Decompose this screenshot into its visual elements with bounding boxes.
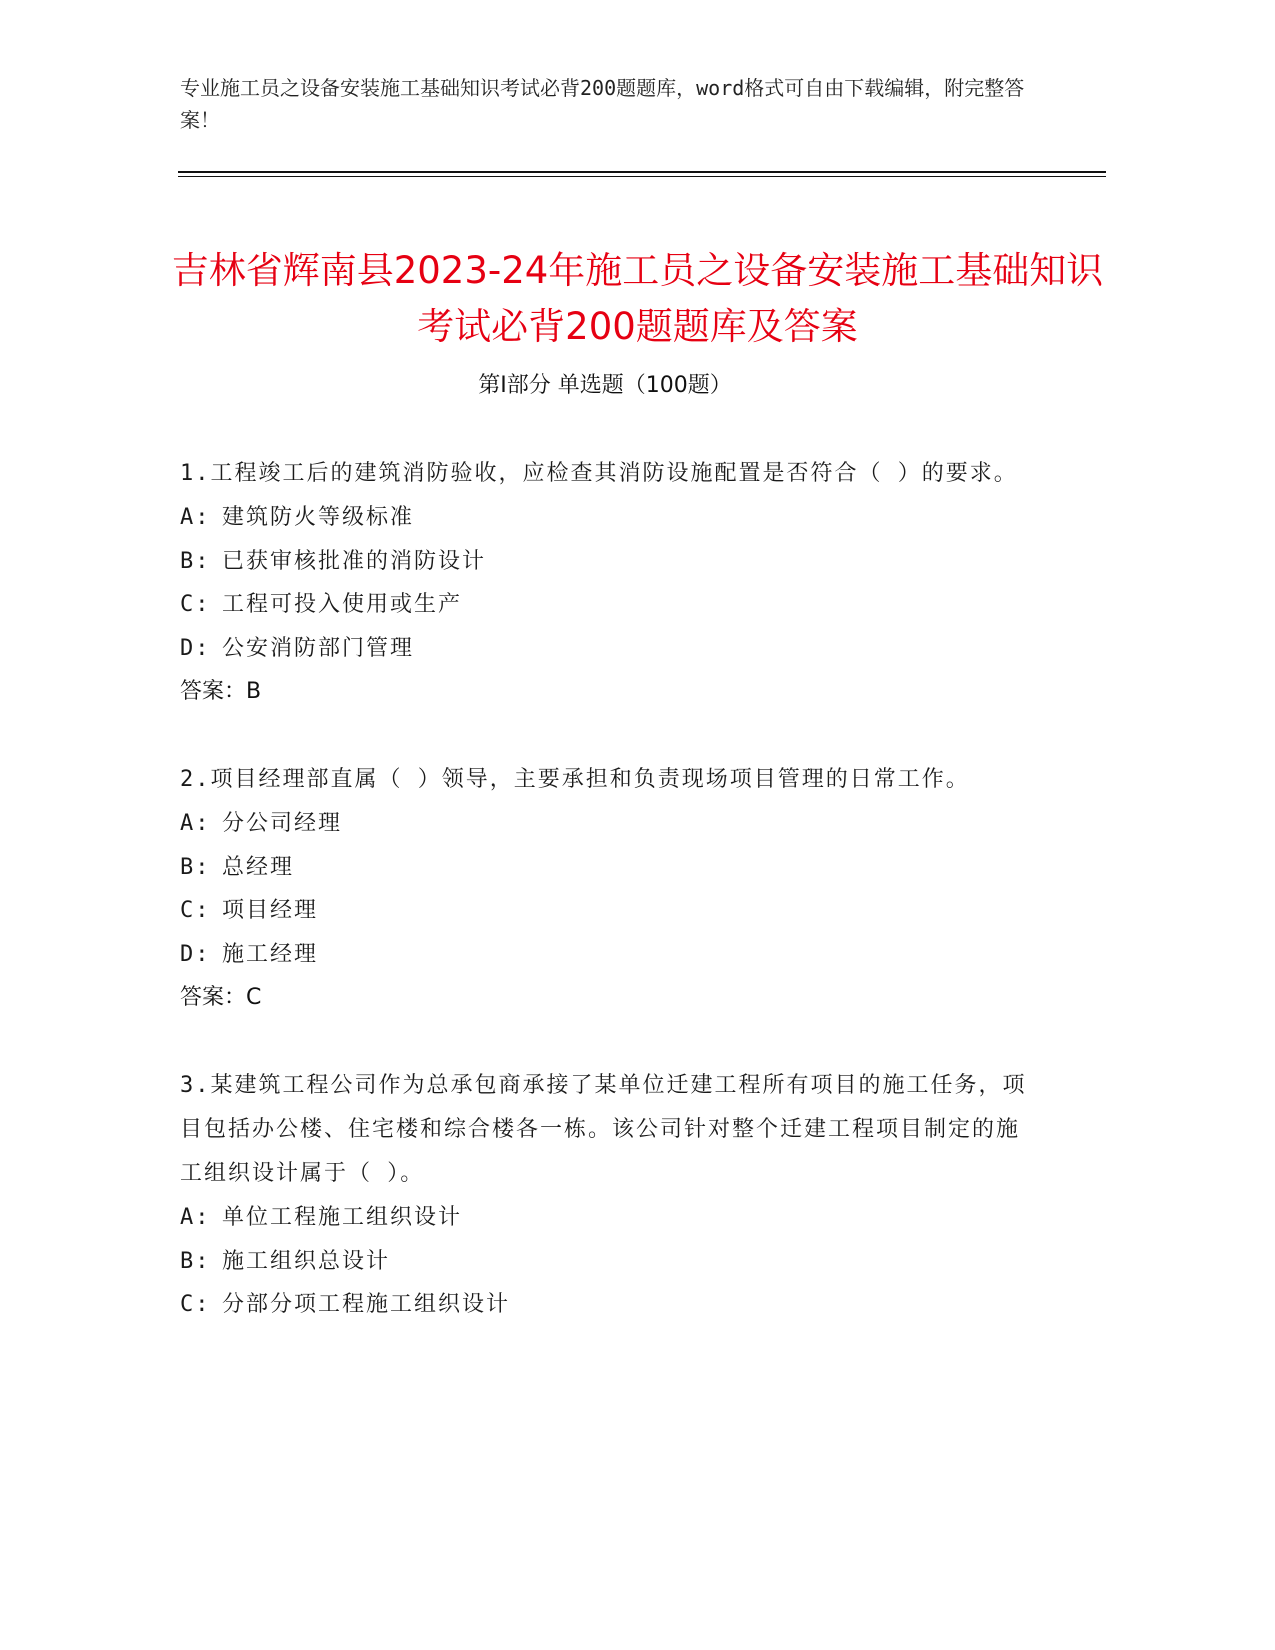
answer-line: 答案：B xyxy=(180,679,262,704)
header-note: 专业施工员之设备安装施工基础知识考试必背200题题库，word格式可自由下载编辑，附完整答案！ xyxy=(180,76,1025,132)
option-text: 分部分项工程施工组织设计 xyxy=(222,1292,511,1317)
option-a xyxy=(180,1196,1040,1240)
option-text: 建筑防火等级标准 xyxy=(222,505,415,530)
document-title: 吉林省辉南县2023-24年施工员之设备安装施工基础知识考试必背200题题库及答案 xyxy=(171,248,1104,348)
option-text: 施工组织总设计 xyxy=(222,1248,391,1274)
option-d xyxy=(180,627,1040,671)
option-text: 已获审核批准的消防设计 xyxy=(222,548,487,574)
option-letter: C: xyxy=(180,592,211,617)
option-letter: D: xyxy=(180,635,211,661)
answer-line: 答案：C xyxy=(180,985,262,1010)
option-b xyxy=(180,846,1040,890)
option-text: 单位工程施工组织设计 xyxy=(222,1205,463,1230)
option-letter: C: xyxy=(180,1292,211,1317)
question-list xyxy=(180,452,1040,1371)
option-letter: B: xyxy=(180,854,211,880)
question-stem: 3.某建筑工程公司作为总承包商承接了某单位迁建工程所有项目的施工任务，项目包括办公楼、住宅楼和综合楼各一栋。该公司针对整个迁建工程项目制定的施工组织设计属于（ ）。 xyxy=(180,1073,1027,1186)
section-heading: 第Ⅰ部分 单选题（100题） xyxy=(478,373,732,398)
question-3 xyxy=(180,1064,1040,1327)
option-letter: B: xyxy=(180,548,211,574)
option-text: 分公司经理 xyxy=(222,811,343,836)
option-text: 工程可投入使用或生产 xyxy=(222,592,463,617)
question-2 xyxy=(180,758,1040,1020)
header-divider-thick xyxy=(178,171,1106,173)
option-c xyxy=(180,889,1040,933)
question-stem: 2.项目经理部直属（ ）领导，主要承担和负责现场项目管理的日常工作。 xyxy=(180,767,970,792)
question-stem: 1.工程竣工后的建筑消防验收，应检查其消防设施配置是否符合（ ）的要求。 xyxy=(180,461,1018,486)
option-a xyxy=(180,496,1040,540)
option-b xyxy=(180,1240,1040,1284)
option-a xyxy=(180,802,1040,846)
option-letter: B: xyxy=(180,1248,211,1274)
option-text: 施工经理 xyxy=(222,941,319,967)
option-text: 总经理 xyxy=(222,854,295,880)
header-divider-thin xyxy=(178,176,1106,177)
option-letter: A: xyxy=(180,1205,211,1230)
option-letter: D: xyxy=(180,941,211,967)
option-text: 公安消防部门管理 xyxy=(222,635,415,661)
option-letter: A: xyxy=(180,811,211,836)
option-c xyxy=(180,583,1040,627)
option-text: 项目经理 xyxy=(222,898,319,923)
option-b xyxy=(180,540,1040,584)
option-letter: C: xyxy=(180,898,211,923)
option-d xyxy=(180,933,1040,977)
option-c xyxy=(180,1283,1040,1327)
option-letter: A: xyxy=(180,505,211,530)
question-1 xyxy=(180,452,1040,714)
